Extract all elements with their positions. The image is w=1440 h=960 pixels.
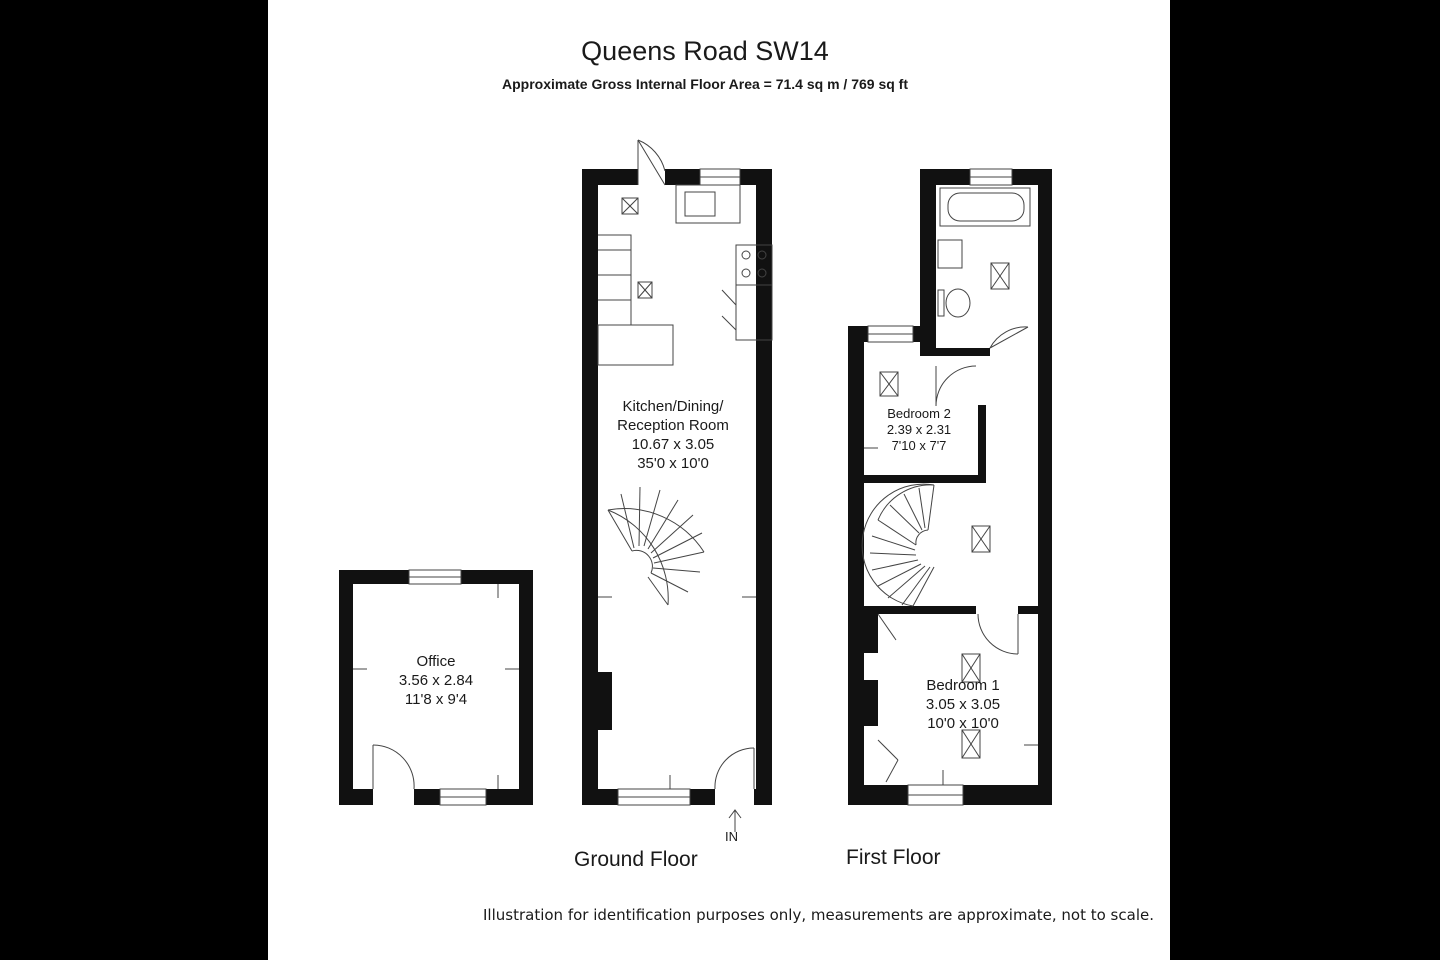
bedroom2-metric: 2.39 x 2.31 xyxy=(886,422,952,437)
bedroom2-imperial: 7'10 x 7'7 xyxy=(891,438,947,453)
kitchen-name-line2: Reception Room xyxy=(617,417,729,434)
bedroom1-metric: 3.05 x 3.05 xyxy=(925,696,1001,713)
kitchen-label xyxy=(608,397,738,473)
kitchen-name-line1: Kitchen/Dining/ xyxy=(622,398,724,415)
kitchen-imperial: 35'0 x 10'0 xyxy=(637,455,709,472)
floor-plan-sheet xyxy=(268,0,1170,960)
ground-floor-label: Ground Floor xyxy=(574,848,698,871)
office-imperial: 11'8 x 9'4 xyxy=(404,691,468,708)
floor-area-subtitle: Approximate Gross Internal Floor Area = 71.4 sq m / 769 sq ft xyxy=(502,76,908,92)
kitchen-metric: 10.67 x 3.05 xyxy=(631,436,715,453)
bedroom1-label xyxy=(910,676,1016,733)
office-metric: 3.56 x 2.84 xyxy=(398,672,474,689)
bedroom1-name: Bedroom 1 xyxy=(926,677,1000,694)
disclaimer-footer: Illustration for identification purposes only, measurements are approximate, not to scale. xyxy=(483,906,1154,924)
floor-plan-drawing xyxy=(268,0,1170,960)
bedroom2-name: Bedroom 2 xyxy=(887,406,951,421)
bedroom2-label xyxy=(868,406,970,454)
office-name: Office xyxy=(416,653,456,670)
office-label xyxy=(386,652,486,709)
ground-floor-plan xyxy=(582,140,772,832)
bedroom1-imperial: 10'0 x 10'0 xyxy=(927,715,999,732)
plan-title: Queens Road SW14 xyxy=(581,36,829,66)
entrance-label: IN xyxy=(725,829,738,844)
first-floor-label: First Floor xyxy=(846,846,941,869)
